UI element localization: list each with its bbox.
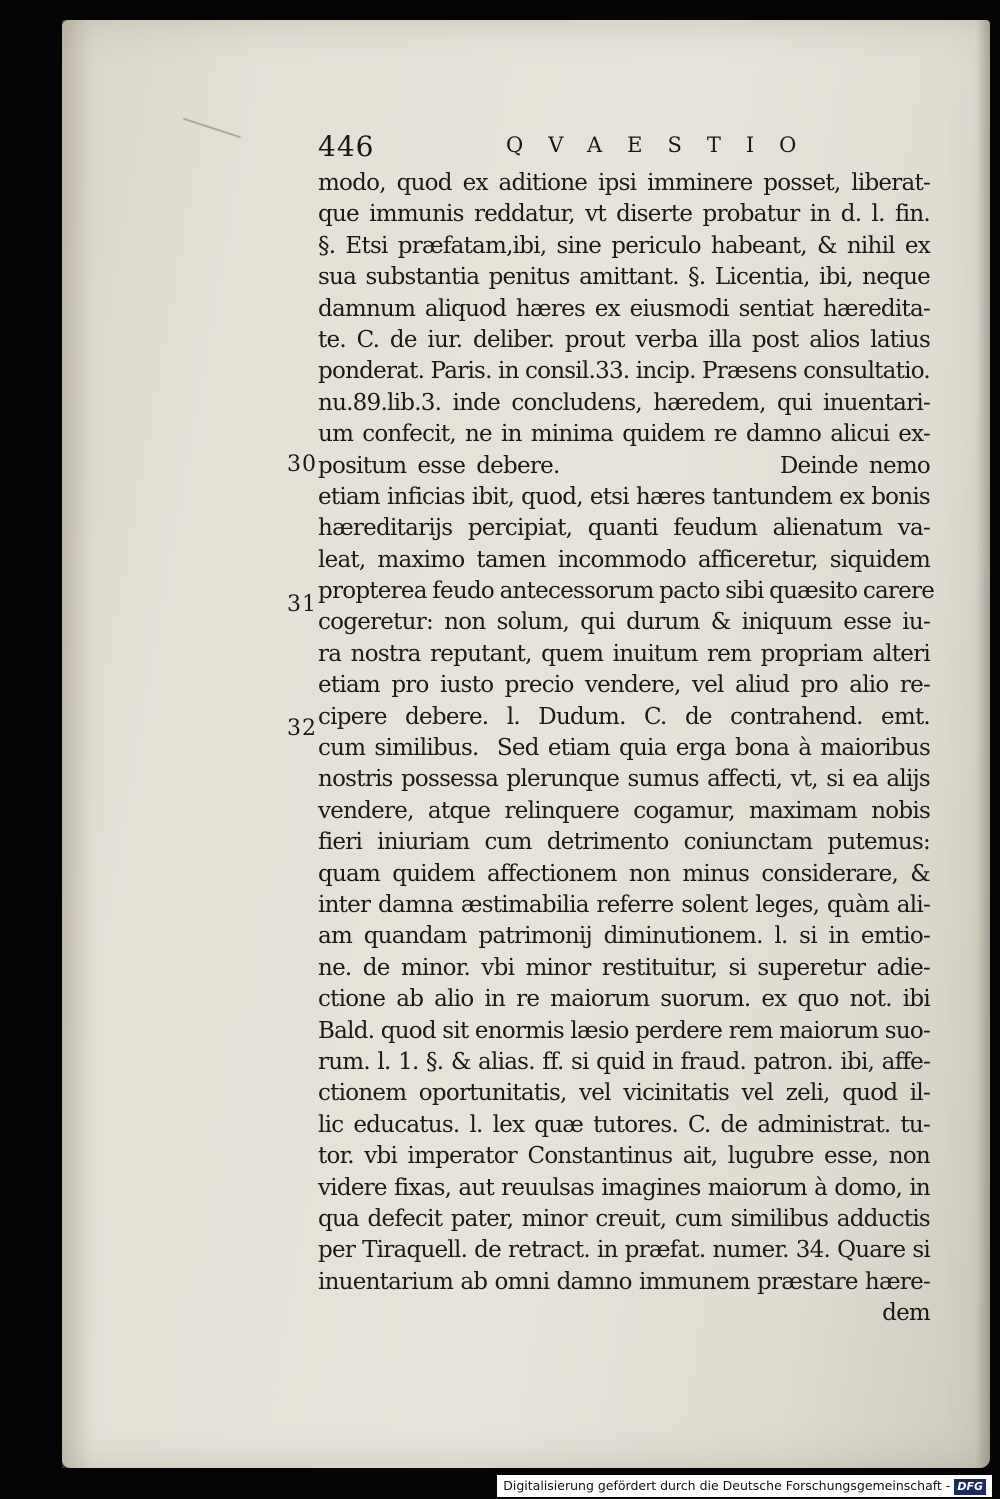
text-line: per Tiraquell. de retract. in præfat. numer. 34. Quare si [318,1237,930,1264]
page-header [318,130,938,166]
text-line: hæreditarijs percipiat, quanti feudum alienatum va- [318,515,930,542]
text-line: lic educatus. l. lex quæ tutores. C. de administrat. tu- [318,1111,930,1138]
text-line: am quandam patrimonij diminutionem. l. si in emtio- [318,923,930,950]
running-title: QVAESTIO [506,133,822,157]
text-line: etiam pro iusto precio vendere, vel aliud pro alio re- [318,672,930,699]
text-line: qua defecit pater, minor creuit, cum similibus adductis [318,1205,930,1232]
text-line: que immunis reddatur, vt diserte probatur in d. l. fin. [318,201,930,228]
text-line: videre fixas, aut reuulsas imagines maiorum à domo, in [318,1174,930,1201]
text-line: ponderat. Paris. in consil.33. incip. Præsens consultatio. [318,358,930,385]
text-line: modo, quod ex aditione ipsi imminere posset, liberat- [318,170,930,196]
funding-text: Digitalisierung gefördert durch die Deutsche Forschungsgemeinschaft - [503,1478,951,1493]
text-line: §. Etsi præfatam,ibi, sine periculo habeant, & nihil ex [318,232,930,259]
margin-number-31: 31 [287,592,317,617]
funding-banner [497,1475,992,1497]
text-line: cogeretur: non solum, qui durum & iniquum esse iu- [318,609,930,636]
text-line: quam quidem affectionem non minus considerare, & [318,860,930,887]
dfg-logo: DFG [954,1479,986,1495]
text-line: inuentarium ab omni damno immunem præstare hære- [318,1268,930,1295]
text-line: ctione ab alio in re maiorum suorum. ex quo not. ibi [318,986,930,1013]
text-line: te. C. de iur. deliber. prout verba illa post alios latius [318,326,930,353]
text-line: fieri iniuriam cum detrimento coniunctam putemus: [318,829,930,856]
text-line: positum esse debere. Deinde nemo [318,452,930,479]
text-line: rum. l. 1. §. & alias. ff. si quid in fraud. patron. ibi, affe- [318,1048,930,1075]
text-line: cum similibus. Sed etiam quia erga bona à maioribus [318,735,930,762]
text-line: vendere, atque relinquere cogamur, maximam nobis [318,797,930,824]
margin-number-30: 30 [287,452,317,477]
text-line: ne. de minor. vbi minor restituitur, si superetur adie- [318,954,930,981]
text-line: tor. vbi imperator Constantinus ait, lugubre esse, non [318,1143,930,1170]
page-gutter-shadow [62,20,92,1468]
text-line: um confecit, ne in minima quidem re damno alicui ex- [318,421,930,448]
page-number: 446 [318,130,375,163]
margin-number-32: 32 [287,716,317,741]
text-line: Bald. quod sit enormis læsio perdere rem maiorum suo- [318,1017,930,1044]
text-line: cipere debere. l. Dudum. C. de contrahend. emt. [318,703,930,730]
text-line: ctionem oportunitatis, vel vicinitatis vel zeli, quod il- [318,1080,930,1107]
text-line: nostris possessa plerunque sumus affecti, vt, si ea alijs [318,766,930,793]
text-line: ra nostra reputant, quem inuitum rem propriam alteri [318,640,930,667]
text-line: propterea feudo antecessorum pacto sibi quæsito carere [318,578,935,605]
text-line: leat, maximo tamen incommodo afficeretur, siquidem [318,546,930,573]
text-line: damnum aliquod hæres ex eiusmodi sentiat hæredita- [318,295,930,322]
text-line: nu.89.lib.3. inde concludens, hæredem, qui inuentari- [318,389,930,416]
text-line: inter damna æstimabilia referre solent leges, quàm ali- [318,891,930,918]
catchword: dem [882,1300,930,1327]
body-text [318,168,935,1329]
text-line: sua substantia penitus amittant. §. Licentia, ibi, neque [318,264,930,291]
page-edge-shadow [976,20,990,1468]
text-line: etiam inficias ibit, quod, etsi hæres tantundem ex bonis [318,483,930,510]
